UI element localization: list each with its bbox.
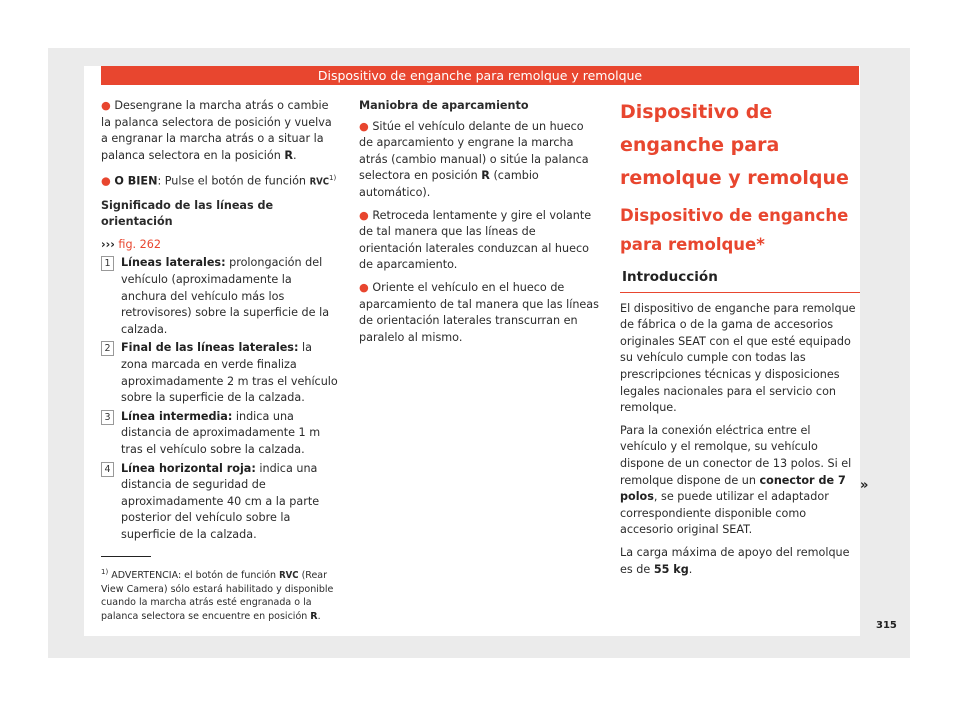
body-paragraph: El dispositivo de enganche para remolque de fábrica o de la gama de accesorios originales SEAT con el que esté equipado su vehículo cumple con todas las prescripciones técnicas y disposiciones legales nacionales para el servicio con remolque. [620,301,856,415]
body-paragraph: La carga máxima de apoyo del remolque es de 55 kg. [620,545,850,576]
item-term: Líneas laterales: [121,256,226,270]
list-item [101,255,341,338]
column-left [101,98,341,546]
bullet-icon: ● [101,175,111,189]
section-heading: Maniobra de aparcamiento [359,99,529,112]
list-item [101,409,341,459]
footnote: $^{1)}$ ADVERTENCIA: el botón de función RVC (Rear View Camera) sólo estará habilitado y disponible cuando la marcha atrás esté engranada o la palanca selectora se encuentre en posición R. [101,568,334,622]
item-text: prolongación del vehículo (aproximadamente la anchura del vehículo más los retrovisores) sobre la superficie de la calzada. [121,256,330,336]
rvc-label: RVC [279,570,299,582]
bullet-icon: ● [101,99,111,112]
chapter-title: Dispositivo de enganche para remolque y remolque [620,101,849,189]
item-term: Línea intermedia: [121,409,233,423]
bullet-icon: ● [359,280,369,294]
footnote-ref: 1) [329,174,337,183]
list-item [101,461,341,544]
bullet-paragraph: ● O BIEN: Pulse el botón de función RVC$^{1)}$ [101,174,337,189]
item-number: 4 [101,462,114,477]
section-title: Dispositivo de enganche para remolque* [620,206,849,254]
bullet-paragraph: ● Sitúe el vehículo delante de un hueco de aparcamiento y engrane la marcha atrás (cambio manual) o sitúe la palanca selectora en posición R (cambio automático). [359,119,589,199]
item-text: la zona marcada en verde finaliza aproximadamente 2 m tras el vehículo sobre la superficie de la calzada. [121,341,338,405]
numbered-list [101,255,341,543]
item-text: indica una distancia de aproximadamente 1 m tras el vehículo sobre la calzada. [121,409,321,457]
figure-link[interactable]: ››› fig. 262 [101,237,162,251]
item-number: 3 [101,410,114,425]
bullet-paragraph: ● Desengrane la marcha atrás o cambie la palanca selectora de posición y vuelva a engranar la marcha atrás o a situar la palanca selectora en la posición R. [101,99,332,162]
footnote-divider [101,556,151,557]
bullet-icon: ● [359,119,369,133]
rvc-label: RVC [309,177,330,189]
body-paragraph: Para la conexión eléctrica entre el vehículo y el remolque, su vehículo dispone de un conector de 13 polos. Si el remolque dispone de un conector de 7 polos, se puede utilizar el adaptador correspondiente disponible como accesorio original SEAT. [620,423,852,537]
page-number: 315 [876,620,897,631]
bullet-paragraph: ● Oriente el vehículo en el hueco de aparcamiento de tal manera que las líneas de orientación laterales transcurran en paralelo al mismo. [359,280,599,344]
item-number: 1 [101,256,114,271]
column-right [620,96,860,584]
bullet-paragraph: ● Retroceda lentamente y gire el volante de tal manera que las líneas de orientación laterales conduzcan al hueco de aparcamiento. [359,208,592,272]
continue-arrow-icon: » [860,478,869,493]
column-middle [359,98,601,352]
subheading: Significado de las líneas de orientación [101,198,274,229]
running-header: Dispositivo de enganche para remolque y remolque [101,66,859,85]
bullet-icon: ● [359,208,369,222]
item-text: indica una distancia de seguridad de aproximadamente 40 cm a la parte posterior del vehículo sobre la superficie de la calzada. [121,461,320,541]
item-term: Línea horizontal roja: [121,461,256,475]
list-item [101,340,341,406]
subsection-title: Introducción [620,263,860,293]
item-term: Final de las líneas laterales: [121,341,299,355]
item-number: 2 [101,341,114,356]
